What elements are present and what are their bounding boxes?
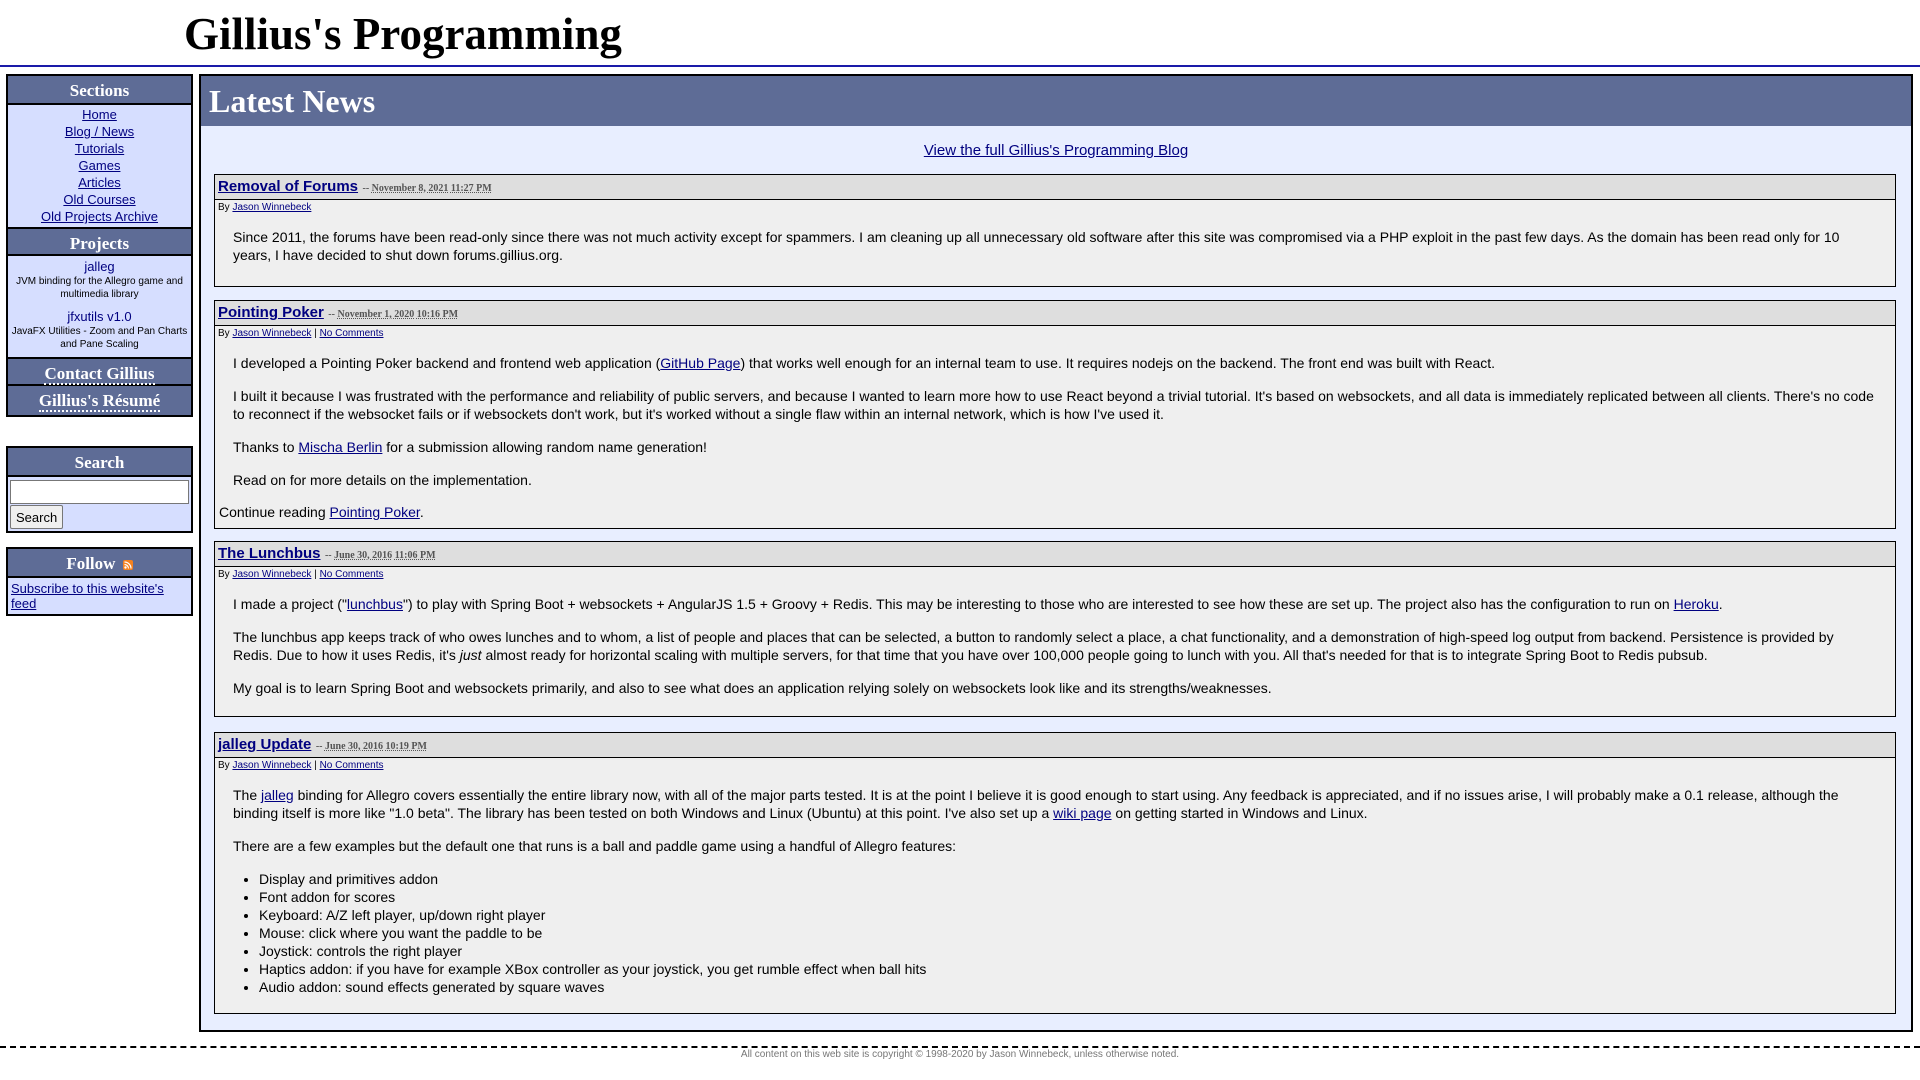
- project-jalleg-link[interactable]: jalleg: [84, 259, 115, 274]
- post-title-link[interactable]: Pointing Poker: [218, 304, 324, 321]
- sidebar-nav-box: [6, 74, 193, 417]
- post-paragraph: I built it because I was frustrated with the performance and reliability of public servers, and because I wanted to learn more how to use React beyond a trivial tutorial. It's based on websockets, and all data is immediately replicated between all clients. There's no code to reconnect if the websocket fails or if websockets don't work, but it's worked without a single flaw within an internal network, which is how I've used it.: [233, 388, 1874, 422]
- post-date-link[interactable]: June 30, 2016: [334, 550, 393, 561]
- blog-link-row: [201, 142, 1911, 166]
- nav-games-link[interactable]: Games: [78, 158, 121, 173]
- view-full-blog-link[interactable]: View the full Gillius's Programming Blog: [923, 142, 1189, 159]
- continue-reading-link[interactable]: Pointing Poker: [329, 504, 420, 520]
- projects-heading: Projects: [8, 227, 191, 256]
- comments-link[interactable]: No Comments: [319, 328, 384, 339]
- nav-tutorials-link[interactable]: Tutorials: [74, 141, 125, 156]
- post-header: [215, 542, 1895, 567]
- site-header: [0, 0, 1920, 67]
- author-link[interactable]: Jason Winnebeck: [232, 760, 312, 771]
- post-time-link[interactable]: 10:16 PM: [416, 309, 459, 320]
- search-input[interactable]: [10, 480, 189, 504]
- jalleg-link[interactable]: jalleg: [261, 787, 294, 803]
- post-body: [215, 581, 1895, 697]
- project-jalleg-desc: JVM binding for the Allegro game and multimedia library: [16, 276, 183, 300]
- list-item: • Keyboard: A/Z left player, up/down right player: [259, 906, 1877, 924]
- author-link[interactable]: Jason Winnebeck: [232, 569, 312, 580]
- sections-heading: Sections: [8, 76, 191, 105]
- post-header: [215, 175, 1895, 200]
- latest-news-title: Latest News: [201, 76, 1911, 126]
- post-paragraph: I made a project ("lunchbus") to play with Spring Boot + websockets + AngularJS 1.5 + Groovy + Redis. This may be interesting to those who are interested to see how these are set up. The project also has the configuration to run on Heroku.: [233, 596, 1723, 612]
- post-date: -- June 30, 2016 10:19 PM: [315, 741, 427, 752]
- resume-link[interactable]: Gillius's Résumé: [38, 391, 161, 410]
- nav-old-courses-link[interactable]: Old Courses: [63, 192, 136, 207]
- post-byline: By Jason Winnebeck: [218, 202, 312, 213]
- post-date: -- June 30, 2016 11:06 PM: [324, 550, 436, 561]
- list-item: • Font addon for scores: [259, 888, 1877, 906]
- post-date-link[interactable]: November 1, 2020: [337, 309, 415, 320]
- post-byline: By Jason Winnebeck | No Comments: [218, 760, 384, 771]
- post-body: [215, 772, 1895, 996]
- post-time-link[interactable]: 10:19 PM: [385, 741, 427, 752]
- post-paragraph: The lunchbus app keeps track of who owes lunches and to whom, a list of people and places that can be selected, a button to randomly select a place, a chat functionality, and a demonstration of high-speed log output from backend. Persistence is provided by Redis. Due to how it uses Redis, it's just almost ready for horizontal scaling with multiple servers, for that time that you have over 100,000 people going to lunch with you. All that's needed for that is to integrate Spring Boot to Redis pubsub.: [233, 629, 1834, 663]
- follow-heading: [8, 549, 191, 578]
- main-content: [199, 74, 1913, 1032]
- post-title-link[interactable]: Removal of Forums: [218, 178, 359, 195]
- post-paragraph: My goal is to learn Spring Boot and websockets primarily, and also to see what does an application relying solely on websockets look like and its strengths/weaknesses.: [233, 680, 1272, 696]
- author-link[interactable]: Jason Winnebeck: [232, 202, 312, 213]
- follow-box: [6, 547, 193, 616]
- subscribe-feed-link[interactable]: Subscribe to this website's feed: [11, 581, 164, 611]
- project-jfxutils-desc: JavaFX Utilities - Zoom and Pan Charts and Pane Scaling: [11, 326, 188, 350]
- post-paragraph: Thanks to Mischa Berlin for a submission allowing random name generation!: [233, 439, 707, 455]
- post-title-link[interactable]: The Lunchbus: [218, 545, 321, 562]
- post-body: [215, 340, 1895, 489]
- sections-list: [8, 105, 191, 227]
- author-link[interactable]: Jason Winnebeck: [232, 328, 312, 339]
- nav-blog-link[interactable]: Blog / News: [64, 124, 135, 139]
- feature-list: [233, 870, 1877, 996]
- search-button[interactable]: Search: [10, 505, 63, 529]
- post-removal-of-forums: [214, 174, 1896, 287]
- post-header: [215, 733, 1895, 758]
- github-page-link[interactable]: GitHub Page: [660, 355, 741, 371]
- post-paragraph: I developed a Pointing Poker backend and frontend web application (GitHub Page) that works well enough for an internal team to use. It requires nodejs on the backend. The front end was built with React.: [233, 355, 1496, 371]
- post-the-lunchbus: [214, 541, 1896, 717]
- projects-list: [8, 256, 191, 357]
- post-body: [215, 214, 1895, 264]
- post-time-link[interactable]: 11:27 PM: [450, 183, 492, 194]
- post-paragraph: Since 2011, the forums have been read-only since there was not much activity except for spammers. I am cleaning up all unnecessary old software after this site was compromised via a PHP exploit in the past few days. As the domain has been read only for 10 years, I have decided to shut down forums.gillius.org.: [233, 229, 1840, 263]
- resume-heading: [8, 386, 191, 415]
- list-item: • Haptics addon: if you have for example XBox controller as your joystick, you get rumble effect when ball hits: [259, 960, 1877, 978]
- heroku-link[interactable]: Heroku: [1673, 596, 1719, 612]
- post-paragraph: The jalleg binding for Allegro covers essentially the entire library now, with all of the major parts tested. It is at the point I believe it is good enough to start using. Any feedback is appreciated, and if no issues arise, I will probably make a 0.1 release, although the binding itself is more like "1.0 beta". The library has been tested on both Windows and Linux (Ubuntu) at this point. I've also set up a wiki page on getting started in Windows and Linux.: [233, 787, 1839, 821]
- nav-old-projects-link[interactable]: Old Projects Archive: [40, 209, 159, 224]
- post-byline: By Jason Winnebeck | No Comments: [218, 328, 384, 339]
- follow-body: [8, 578, 191, 614]
- post-time-link[interactable]: 11:06 PM: [394, 550, 436, 561]
- post-date-link[interactable]: June 30, 2016: [324, 741, 384, 752]
- post-byline: By Jason Winnebeck | No Comments: [218, 569, 384, 580]
- list-item: • Joystick: controls the right player: [259, 942, 1877, 960]
- mischa-berlin-link[interactable]: Mischa Berlin: [298, 439, 383, 455]
- continue-reading: Continue reading Pointing Poker.: [219, 504, 424, 520]
- list-item: • Audio addon: sound effects generated by square waves: [259, 978, 1877, 996]
- search-form: [8, 477, 191, 531]
- contact-link[interactable]: Contact Gillius: [44, 364, 155, 383]
- site-title: Gillius's Programming: [184, 9, 622, 59]
- search-heading: Search: [8, 448, 191, 477]
- nav-articles-link[interactable]: Articles: [78, 175, 121, 190]
- list-item: • Mouse: click where you want the paddle to be: [259, 924, 1877, 942]
- lunchbus-link[interactable]: lunchbus: [346, 596, 403, 612]
- rss-icon[interactable]: [123, 560, 133, 570]
- post-pointing-poker: [214, 300, 1896, 529]
- project-jfxutils-link[interactable]: jfxutils v1.0: [67, 309, 132, 324]
- footer-divider: [0, 1046, 1920, 1048]
- wiki-page-link[interactable]: wiki page: [1053, 805, 1112, 821]
- footer-copyright: All content on this web site is copyright © 1998-2020 by Jason Winnebeck, unless otherwise noted.: [740, 1049, 1180, 1060]
- nav-home-link[interactable]: Home: [82, 107, 117, 122]
- comments-link[interactable]: No Comments: [319, 569, 384, 580]
- post-paragraph: There are a few examples but the default one that runs is a ball and paddle game using a handful of Allegro features:: [233, 838, 957, 854]
- search-box: [6, 446, 193, 533]
- contact-heading: [8, 357, 191, 386]
- post-header: [215, 301, 1895, 326]
- comments-link[interactable]: No Comments: [319, 760, 384, 771]
- post-date: -- November 1, 2020 10:16 PM: [328, 309, 459, 320]
- list-item: • Display and primitives addon: [259, 870, 1877, 888]
- post-date-link[interactable]: November 8, 2021: [371, 183, 449, 194]
- follow-title: Follow: [66, 554, 116, 573]
- post-title-link[interactable]: jalleg Update: [218, 736, 312, 753]
- post-jalleg-update: [214, 732, 1896, 1014]
- post-date: -- November 8, 2021 11:27 PM: [362, 183, 492, 194]
- post-paragraph: Read on for more details on the implementation.: [233, 472, 532, 488]
